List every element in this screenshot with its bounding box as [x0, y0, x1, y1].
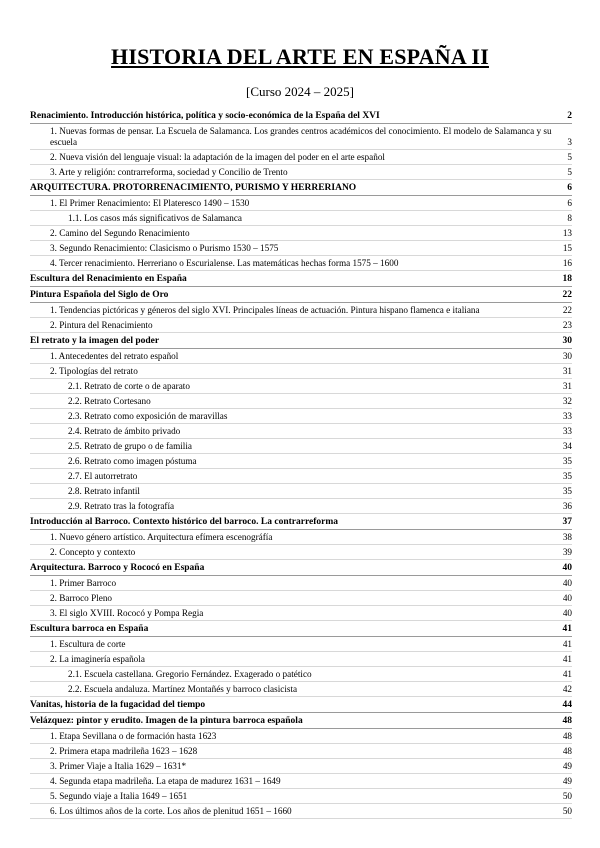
toc-entry-title: 3. Arte y religión: contrarreforma, sociedad y Concilio de Trento [50, 167, 288, 177]
toc-entry-title: 2.3. Retrato como exposición de maravillas [68, 411, 228, 421]
toc-section[interactable] [30, 108, 572, 124]
table-of-contents [30, 108, 572, 819]
toc-page-number: 23 [562, 320, 572, 330]
toc-section[interactable] [30, 333, 572, 349]
toc-page-number: 40 [562, 563, 572, 573]
toc-subsection[interactable] [30, 729, 572, 744]
toc-page-number: 31 [562, 366, 572, 376]
toc-section[interactable] [30, 271, 572, 287]
toc-page-number: 31 [562, 381, 572, 391]
toc-subsection[interactable] [30, 349, 572, 364]
toc-page-number: 6 [567, 183, 572, 193]
toc-page-number: 35 [562, 456, 572, 466]
toc-entry-title: 2. Camino del Segundo Renacimiento [50, 228, 190, 238]
toc-entry-title: 1. Nuevas formas de pensar. La Escuela de Salamanca. Los grandes centros académicos del conocimiento. El modelo de Salamanca y su escuela [50, 126, 552, 147]
toc-page-number: 39 [562, 547, 572, 557]
toc-subsection[interactable] [30, 241, 572, 256]
toc-page-number: 32 [562, 396, 572, 406]
toc-page-number: 41 [562, 639, 572, 649]
toc-page-number: 44 [562, 700, 572, 710]
toc-page-number: 34 [562, 441, 572, 451]
toc-subsection[interactable] [30, 165, 572, 180]
toc-entry-title: 2.7. El autorretrato [68, 471, 138, 481]
toc-page-number: 22 [562, 305, 572, 315]
toc-page-number: 49 [562, 761, 572, 771]
toc-page-number: 30 [562, 336, 572, 346]
toc-section[interactable] [30, 180, 572, 196]
toc-subsubsection[interactable] [30, 439, 572, 454]
toc-entry-title: Vanitas, historia de la fugacidad del tiempo [30, 700, 206, 710]
toc-subsection[interactable] [30, 789, 572, 804]
toc-page-number: 35 [562, 471, 572, 481]
toc-page-number: 22 [562, 290, 572, 300]
toc-subsection[interactable] [30, 606, 572, 621]
toc-section[interactable] [30, 713, 572, 729]
toc-subsection[interactable] [30, 196, 572, 211]
toc-entry-title: Escultura del Renacimiento en España [30, 274, 187, 284]
toc-page-number: 15 [562, 243, 572, 253]
toc-entry-title: 4. Tercer renacimiento. Herreriano o Escurialense. Las matemáticas hechas forma 1575 – 1600 [50, 258, 399, 268]
toc-page-number: 50 [562, 791, 572, 801]
toc-page-number: 6 [567, 198, 572, 208]
toc-subsection[interactable] [30, 256, 572, 271]
toc-subsubsection[interactable] [30, 682, 572, 697]
toc-entry-title: 1. Antecedentes del retrato español [50, 351, 179, 361]
toc-subsection[interactable] [30, 804, 572, 819]
document-title: HISTORIA DEL ARTE EN ESPAÑA II [111, 44, 489, 69]
toc-page-number: 41 [562, 624, 572, 634]
toc-entry-title: 2.8. Retrato infantil [68, 486, 140, 496]
toc-page-number: 41 [562, 669, 572, 679]
toc-subsubsection[interactable] [30, 469, 572, 484]
toc-entry-title: Pintura Española del Siglo de Oro [30, 290, 169, 300]
toc-subsubsection[interactable] [30, 499, 572, 514]
toc-entry-title: 2.2. Retrato Cortesano [68, 396, 151, 406]
toc-entry-title: 2. Barroco Pleno [50, 593, 113, 603]
toc-section[interactable] [30, 697, 572, 713]
toc-page-number: 48 [562, 746, 572, 756]
toc-subsubsection[interactable] [30, 379, 572, 394]
toc-entry-title: 5. Segundo viaje a Italia 1649 – 1651 [50, 791, 188, 801]
toc-entry-title: Renacimiento. Introducción histórica, política y socio-económica de la España del XVI [30, 111, 380, 121]
toc-entry-title: 1. Etapa Sevillana o de formación hasta 1623 [50, 731, 217, 741]
toc-subsection[interactable] [30, 124, 572, 150]
toc-entry-title: 1.1. Los casos más significativos de Salamanca [68, 213, 243, 223]
toc-entry-title: 6. Los últimos años de la corte. Los años de plenitud 1651 – 1660 [50, 806, 292, 816]
toc-entry-title: 4. Segunda etapa madrileña. La etapa de madurez 1631 – 1649 [50, 776, 281, 786]
toc-entry-title: ARQUITECTURA. PROTORRENACIMIENTO, PURISMO Y HERRERIANO [30, 183, 357, 193]
toc-entry-title: 2.5. Retrato de grupo o de familia [68, 441, 192, 451]
toc-entry-title: 1. Primer Barroco [50, 578, 117, 588]
toc-entry-title: 2.2. Escuela andaluza. Martínez Montañés y barroco clasicista [68, 684, 298, 694]
toc-section[interactable] [30, 514, 572, 530]
toc-entry-title: Escultura barroca en España [30, 624, 149, 634]
toc-entry-title: 2. Pintura del Renacimiento [50, 320, 153, 330]
toc-page-number: 48 [562, 731, 572, 741]
toc-page-number: 41 [562, 654, 572, 664]
toc-page-number: 33 [562, 426, 572, 436]
toc-subsection[interactable] [30, 303, 572, 318]
toc-entry-title: 1. Escultura de corte [50, 639, 126, 649]
toc-entry-title: 3. Primer Viaje a Italia 1629 – 1631* [50, 761, 187, 771]
toc-page-number: 48 [562, 716, 572, 726]
toc-section[interactable] [30, 621, 572, 637]
toc-page-number: 18 [562, 274, 572, 284]
toc-page-number: 36 [562, 501, 572, 511]
toc-entry-title: 2. Nueva visión del lenguaje visual: la adaptación de la imagen del poder en el arte español [50, 152, 385, 162]
toc-subsection[interactable] [30, 226, 572, 241]
toc-page-number: 13 [562, 228, 572, 238]
toc-entry-title: 2.9. Retrato tras la fotografía [68, 501, 175, 511]
toc-page-number: 50 [562, 806, 572, 816]
toc-entry-title: 2.1. Retrato de corte o de aparato [68, 381, 190, 391]
toc-entry-title: Introducción al Barroco. Contexto histórico del barroco. La contrarreforma [30, 517, 338, 527]
toc-subsubsection[interactable] [30, 409, 572, 424]
toc-page-number: 40 [562, 593, 572, 603]
toc-page-number: 3 [567, 137, 572, 147]
toc-subsubsection[interactable] [30, 454, 572, 469]
toc-page-number: 42 [562, 684, 572, 694]
toc-entry-title: 2.1. Escuela castellana. Gregorio Fernández. Exagerado o patético [68, 669, 312, 679]
toc-subsection[interactable] [30, 637, 572, 652]
toc-entry-title: Velázquez: pintor y erudito. Imagen de la pintura barroca española [30, 716, 303, 726]
toc-entry-title: 3. Segundo Renacimiento: Clasicismo o Purismo 1530 – 1575 [50, 243, 279, 253]
toc-page-number: 2 [567, 111, 572, 121]
toc-subsection[interactable] [30, 774, 572, 789]
toc-page-number: 38 [562, 532, 572, 542]
toc-entry-title: 1. Nuevo género artístico. Arquitectura efímera escenográfía [50, 532, 273, 542]
toc-page-number: 49 [562, 776, 572, 786]
toc-page-number: 5 [567, 167, 572, 177]
toc-page-number: 33 [562, 411, 572, 421]
toc-section[interactable] [30, 287, 572, 303]
toc-section[interactable] [30, 560, 572, 576]
toc-page-number: 40 [562, 578, 572, 588]
toc-page-number: 16 [562, 258, 572, 268]
toc-page-number: 35 [562, 486, 572, 496]
document-subtitle: [Curso 2024 – 2025] [246, 84, 354, 99]
toc-subsubsection[interactable] [30, 484, 572, 499]
toc-entry-title: Arquitectura. Barroco y Rococó en España [30, 563, 205, 573]
toc-subsection[interactable] [30, 652, 572, 667]
toc-entry-title: 2.4. Retrato de ámbito privado [68, 426, 181, 436]
toc-subsection[interactable] [30, 759, 572, 774]
toc-subsection[interactable] [30, 576, 572, 591]
toc-subsection[interactable] [30, 545, 572, 560]
toc-entry-title: 3. El siglo XVIII. Rococó y Pompa Regia [50, 608, 204, 618]
toc-subsection[interactable] [30, 744, 572, 759]
toc-subsubsection[interactable] [30, 424, 572, 439]
toc-page-number: 37 [562, 517, 572, 527]
toc-subsection[interactable] [30, 591, 572, 606]
toc-entry-title: El retrato y la imagen del poder [30, 336, 160, 346]
toc-entry-title: 2. Primera etapa madrileña 1623 – 1628 [50, 746, 198, 756]
toc-page-number: 5 [567, 152, 572, 162]
toc-subsubsection[interactable] [30, 211, 572, 226]
toc-subsection[interactable] [30, 364, 572, 379]
toc-subsection[interactable] [30, 150, 572, 165]
toc-entry-title: 2. La imaginería española [50, 654, 145, 664]
toc-subsubsection[interactable] [30, 667, 572, 682]
toc-subsection[interactable] [30, 318, 572, 333]
toc-page-number: 30 [562, 351, 572, 361]
toc-entry-title: 1. El Primer Renacimiento: El Plateresco 1490 – 1530 [50, 198, 250, 208]
toc-page-number: 8 [567, 213, 572, 223]
toc-entry-title: 2.6. Retrato como imagen póstuma [68, 456, 197, 466]
toc-entry-title: 1. Tendencias pictóricas y géneros del siglo XVI. Principales líneas de actuación. Pintura hispano flamenca e italiana [50, 305, 480, 315]
toc-entry-title: 2. Concepto y contexto [50, 547, 136, 557]
toc-page-number: 40 [562, 608, 572, 618]
toc-subsection[interactable] [30, 530, 572, 545]
toc-entry-title: 2. Tipologías del retrato [50, 366, 138, 376]
toc-subsubsection[interactable] [30, 394, 572, 409]
